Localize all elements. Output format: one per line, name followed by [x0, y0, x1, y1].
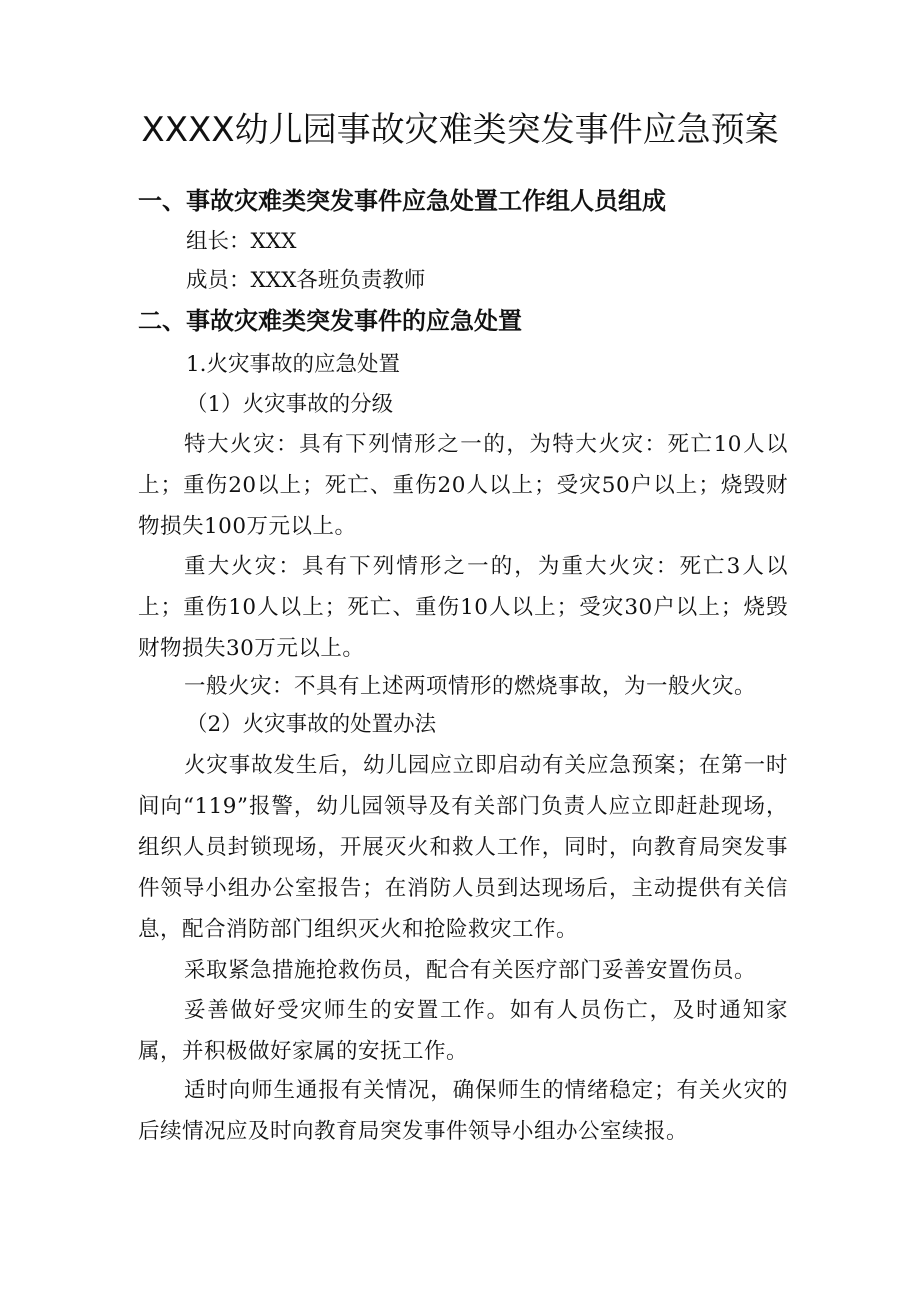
- fire-grading-heading: （1）火灾事故的分级: [186, 392, 394, 417]
- fire-handling-heading: （2）火灾事故的处置办法: [186, 712, 437, 737]
- leader-line: 组长：XXX: [186, 229, 297, 254]
- members-line: 成员：XXX各班负责教师: [186, 268, 426, 293]
- document-title: XXXX幼儿园事故灾难类突发事件应急预案: [141, 110, 779, 150]
- paragraph-settlement: 妥善做好受灾师生的安置工作。如有人员伤亡，及时通知家属，并积极做好家属的安抚工作。: [138, 998, 788, 1064]
- paragraph-rescue: 采取紧急措施抢救伤员，配合有关医疗部门妥善安置伤员。: [184, 958, 757, 983]
- paragraph-report: 适时向师生通报有关情况，确保师生的情绪稳定；有关火灾的后续情况应及时向教育局突发事件领导小组办公室续报。: [138, 1078, 788, 1144]
- paragraph-serious-fire: 重大火灾：具有下列情形之一的，为重大火灾：死亡3人以上；重伤10人以上；死亡、重伤10人以上；受灾30户以上；烧毁财物损失30万元以上。: [138, 554, 788, 661]
- paragraph-general-fire: 一般火灾：不具有上述两项情形的燃烧事故，为一般火灾。: [184, 674, 757, 699]
- section1-heading: 一、事故灾难类突发事件应急处置工作组人员组成: [138, 187, 666, 215]
- paragraph-fire-response: 火灾事故发生后，幼儿园应立即启动有关应急预案；在第一时间向“119”报警，幼儿园领导及有关部门负责人应立即赶赴现场，组织人员封锁现场，开展灭火和救人工作，同时，向教育局突发事件领导小组办公室报告；在消防人员到达现场后，主动提供有关信息，配合消防部门组织灭火和抢险救灾工作。: [138, 753, 788, 942]
- fire-subheading: 1.火灾事故的应急处置: [186, 352, 401, 377]
- paragraph-major-fire: 特大火灾：具有下列情形之一的，为特大火灾：死亡10人以上；重伤20以上；死亡、重伤20人以上；受灾50户以上；烧毁财物损失100万元以上。: [138, 432, 788, 539]
- section2-heading: 二、事故灾难类突发事件的应急处置: [138, 307, 522, 335]
